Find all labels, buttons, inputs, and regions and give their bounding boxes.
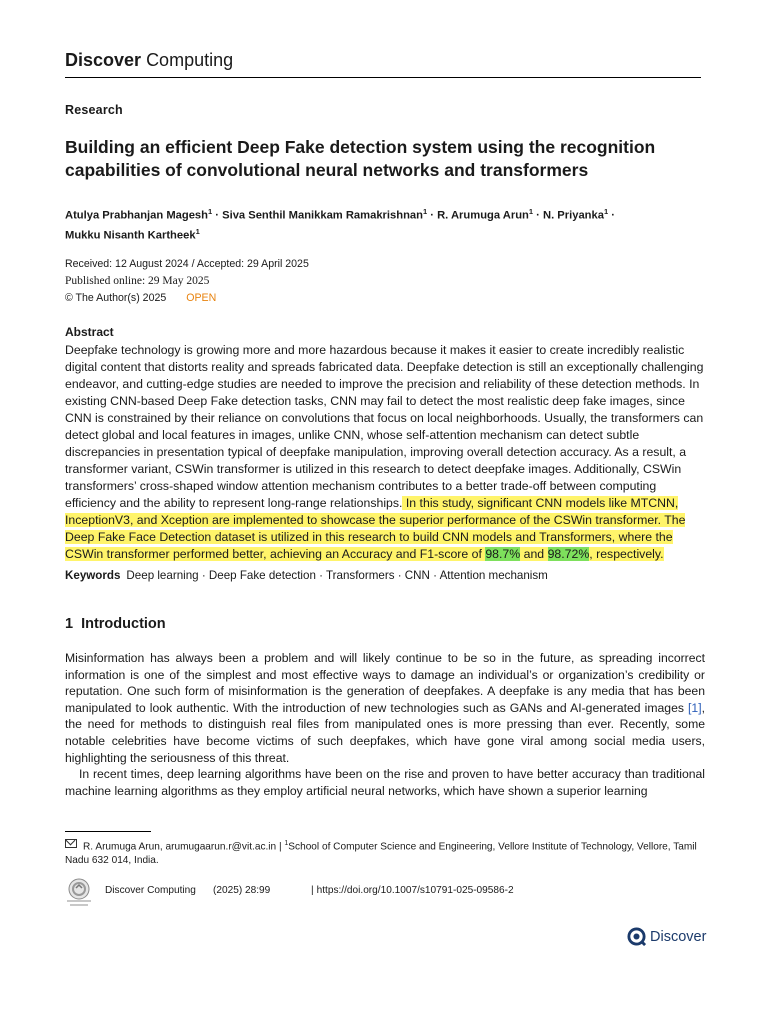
author-name: Atulya Prabhanjan Magesh: [65, 209, 208, 222]
published-date: Published online: 29 May 2025: [65, 275, 210, 287]
envelope-icon: [65, 839, 77, 848]
affiliation-text: School of Computer Science and Engineering, Vellore Institute of Technology, Vellore, Tamil Nadu 632 014, India.: [65, 841, 697, 866]
author-affiliation-marker: 1: [195, 226, 200, 236]
citation-link[interactable]: [1]: [688, 700, 702, 715]
author-affiliation-marker: 1: [208, 207, 213, 216]
section-number: 1: [65, 616, 74, 632]
journal-name: Computing: [146, 50, 234, 70]
abstract-text: Deepfake technology is growing more and more hazardous because it makes it easier to create incredibly realistic digital content that distorts reality and spreads fabricated data. Deepfake detection is still an exceptionally challenging endeavor, and cutting-edge studies are needed to improve the precision and reliability of these detection methods. In existing CNN-based Deep Fake detection tasks, CNN may fail to detect the most realistic deep fake images, since CNN is constrained by their reliance on convolutions that focus on local neighborhoods. Usually, the transformers can detect global and local features in images, unlike CNN, whose self-attention mechanism can detect subtle discrepancies in presentation typical of deepfake manipulation, improving overall detection accuracy. As a result, a transformer variant, CSWin transformer is utilized in this research to detect deepfake images. Additionally, CSWin transformers’ cross-shaped window attention mechanism contributes to a better trade-off between computing efficiency and the ability to represent long-range relationships.: [65, 343, 704, 510]
keywords-label: Keywords: [65, 569, 121, 582]
author-list: Atulya Prabhanjan Magesh$^1$ · Siva Senthil Manikkam Ramakrishnan$^1$ · R. Arumuga Arun$^1$ · N. Priyanka$^1$ · Mukku Nisanth Kartheek$^1$: [65, 207, 615, 242]
article-title: Building an efficient Deep Fake detection system using the recognition capabilities of convolutional neural networks and transformers: [65, 137, 656, 180]
corresponding-author-footnote: [65, 837, 701, 868]
open-access-badge: OPEN: [186, 292, 217, 304]
footnote-divider: [65, 831, 151, 832]
f1-score-value: 98.72%: [547, 547, 590, 561]
abstract-body: Deepfake technology is growing more and more hazardous because it makes it easier to create incredibly realistic digital content that distorts reality and spreads fabricated data. Deepfake detection is still an exceptionally challenging endeavor, and cutting-edge studies are needed to improve the precision and reliability of these detection methods. In existing CNN-based Deep Fake detection tasks, CNN may fail to detect the most realistic deep fake images, since CNN is constrained by their reliance on convolutions that focus on local neighborhoods. Usually, the transformers can detect global and local features in images, unlike CNN, whose self-attention mechanism can detect subtle discrepancies in presentation typical of deepfake manipulation, improving overall detection accuracy. As a result, a transformer variant, CSWin transformer is utilized in this research to detect deepfake images. Additionally, CSWin transformers’ cross-shaped window attention mechanism contributes to a better trade-off between computing efficiency and the ability to represent long-range relationships. In this study, significant CNN models like MTCNN, InceptionV3, and Xception are implemented to showcase the superior performance of the CSWin transformer. The Deep Fake Face Detection dataset is utilized in this research to build CNN models and Transformers, where the CSWin transformer performed better, achieving an Accuracy and F1-score of 98.7% and 98.72%, respectively.: [65, 343, 704, 561]
author-name: Siva Senthil Manikkam Ramakrishnan: [222, 209, 423, 222]
author-name: Mukku Nisanth Kartheek: [65, 229, 196, 242]
received-accepted-date: Received: 12 August 2024 / Accepted: 29 April 2025: [65, 258, 309, 270]
section-heading-introduction: [65, 616, 166, 632]
article-type: Research: [65, 103, 123, 117]
section-title: Introduction: [81, 616, 166, 632]
accuracy-value: 98.7%: [485, 547, 521, 561]
intro-paragraph-2: In recent times, deep learning algorithms have been on the rise and proven to have better accuracy than traditional machine learning algorithms as they employ artificial neural networks, which have shown a superior learning: [65, 767, 705, 798]
article-dates: [65, 256, 309, 307]
intro-paragraph-1: Misinformation has always been a problem and will likely continue to be so in the future, as spreading incorrect information is one of the simplest and most effective ways to damage an individual’s or organization’s credibility or reputation. One such form of misinformation is the generation of deepfakes. A deepfake is any media that has been manipulated to look authentic. With the introduction of new technologies such as GANs and AI-generated images [1], the need for methods to distinguish real files from manipulated ones is more pressing than ever. Recently, some notable celebrities have become victims of such deepfakes, which have gone viral among social media users, highlighting the seriousness of this threat.: [65, 651, 705, 765]
discover-logo-icon: [627, 927, 646, 946]
copyright-line: [65, 290, 309, 307]
author-name: R. Arumuga Arun: [437, 209, 529, 222]
keywords-list: Deep learning · Deep Fake detection · Transformers · CNN · Attention mechanism: [126, 569, 548, 582]
discover-logo: [627, 927, 706, 946]
footer-journal: Discover Computing: [105, 885, 196, 896]
author-affiliation-marker: 1: [422, 207, 428, 216]
discover-logo-text: Discover: [650, 928, 707, 945]
abstract-heading: Abstract: [65, 325, 114, 339]
author-affiliation-marker: 1: [603, 207, 609, 216]
introduction-body: [65, 650, 705, 799]
corresponding-author: R. Arumuga Arun, arumugaarun.r@vit.ac.in |: [83, 841, 285, 853]
author-affiliation-marker: 1: [528, 207, 534, 216]
footer-volume: (2025) 28:99: [213, 885, 271, 896]
affiliation-marker: 1: [284, 840, 289, 847]
keywords: [65, 569, 548, 582]
check-for-updates-icon[interactable]: [64, 877, 94, 909]
copyright-text: © The Author(s) 2025: [65, 292, 167, 304]
header-divider: [65, 77, 701, 78]
author-name: N. Priyanka: [543, 209, 604, 222]
abstract-tail: , respectively.: [589, 547, 664, 561]
journal-header: [65, 50, 701, 71]
journal-brand: Discover: [65, 50, 142, 70]
doi-link[interactable]: | https://doi.org/10.1007/s10791-025-09586-2: [311, 885, 514, 896]
abstract-highlighted-text: In this study, significant CNN models like MTCNN, InceptionV3, and Xception are implemented to showcase the superior performance of the CSWin transformer. The Deep Fake Face Detection dataset is utilized in this research to build CNN models and Transformers, where the CSWin transformer performed better, achieving an Accuracy and F1-score of: [65, 496, 686, 561]
